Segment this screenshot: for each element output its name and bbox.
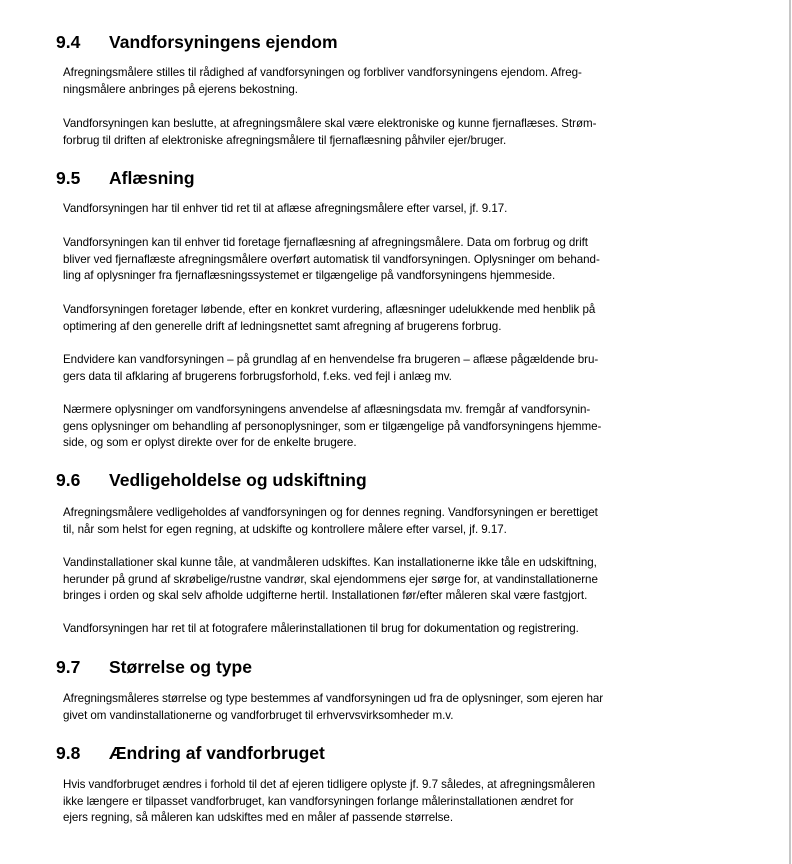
text-line: Afregningsmåleres størrelse og type bestemmes af vandforsyningen ud fra de oplysninger, som ejeren har bbox=[63, 692, 604, 705]
text-line: Nærmere oplysninger om vandforsyningens anvendelse af aflæsningsdata mv. fremgår af vandforsynin- bbox=[63, 403, 591, 416]
paragraph bbox=[63, 555, 663, 605]
text-line: ningsmålere anbringes på ejerens bekostning. bbox=[63, 82, 298, 96]
paragraph bbox=[63, 65, 663, 98]
text-line: Afregningsmålere stilles til rådighed af vandforsyningen og forbliver vandforsyningens ejendom. Afreg- bbox=[63, 66, 582, 79]
section-number: 9.5 bbox=[56, 168, 81, 188]
section-title: Ændring af vandforbruget bbox=[109, 743, 325, 763]
section-number: 9.7 bbox=[56, 657, 81, 677]
text-line: givet om vandinstallationerne og vandforbruget til erhvervsvirksomheder m.v. bbox=[63, 708, 454, 722]
text-line: Endvidere kan vandforsyningen – på grundlag af en henvendelse fra brugeren – aflæse pågældende bru- bbox=[63, 353, 599, 366]
section-title: Vandforsyningens ejendom bbox=[109, 32, 338, 52]
paragraph bbox=[63, 691, 663, 724]
section-number: 9.6 bbox=[56, 470, 81, 490]
text-line: Afregningsmålere vedligeholdes af vandforsyningen og for dennes regning. Vandforsyningen er berettiget bbox=[63, 506, 598, 519]
text-line: bliver ved fjernaflæste afregningsmålere overført automatisk til vandforsyningen. Oplysninger om behand- bbox=[63, 252, 600, 266]
section-number: 9.8 bbox=[56, 743, 81, 763]
text-line: ling af oplysninger fra fjernaflæsningssystemet er tilgængelige på vandforsyningens hjemmeside. bbox=[63, 269, 556, 283]
section-number: 9.4 bbox=[56, 32, 81, 52]
paragraph bbox=[63, 621, 663, 638]
text-line: ejers regning, så måleren kan udskiftes med en måler af passende størrelse. bbox=[63, 811, 453, 825]
text-line: Vandforsyningen har til enhver tid ret til at aflæse afregningsmålere efter varsel, jf. 9.17. bbox=[63, 202, 508, 215]
text-line: forbrug til driften af elektroniske afregningsmålere til fjernaflæsning påhviler ejer/bruger. bbox=[63, 133, 507, 147]
paragraph bbox=[63, 402, 663, 452]
text-line: Vandforsyningen har ret til at fotografere målerinstallationen til brug for dokumentation og registrering. bbox=[63, 622, 579, 635]
paragraph bbox=[63, 235, 663, 285]
paragraph bbox=[63, 302, 663, 335]
paragraph bbox=[63, 201, 663, 218]
text-line: ikke længere er tilpasset vandforbruget, kan vandforsyningen forlange målerinstallationen ændret for bbox=[63, 794, 574, 808]
text-line: bringes i orden og skal selv afholde udgifterne hertil. Installationen før/efter måleren skal være fastgjort. bbox=[63, 589, 588, 603]
text-line: side, og som er oplyst direkte over for de enkelte brugere. bbox=[63, 436, 357, 450]
text-line: optimering af den generelle drift af ledningsnettet samt afregning af brugerens forbrug. bbox=[63, 319, 502, 333]
text-line: gers data til afklaring af brugerens forbrugsforhold, f.eks. ved fejl i anlæg mv. bbox=[63, 369, 452, 383]
section-title: Aflæsning bbox=[109, 168, 195, 188]
paragraph bbox=[63, 505, 663, 538]
paragraph bbox=[63, 352, 663, 385]
text-line: Hvis vandforbruget ændres i forhold til det af ejeren tidligere oplyste jf. 9.7 således, at afregningsmåleren bbox=[63, 778, 596, 791]
text-line: til, når som helst for egen regning, at udskifte og kontrollere målere efter varsel, jf. 9.17. bbox=[63, 522, 507, 536]
section-title: Størrelse og type bbox=[109, 657, 252, 677]
text-line: Vandforsyningen kan til enhver tid foretage fjernaflæsning af afregningsmålere. Data om forbrug og drift bbox=[63, 236, 588, 249]
paragraph bbox=[63, 777, 663, 827]
text-line: Vandinstallationer skal kunne tåle, at vandmåleren udskiftes. Kan installationerne ikke tåle en udskiftning, bbox=[63, 556, 597, 569]
text-line: gens oplysninger om behandling af personoplysninger, som er tilgængelige på vandforsyningens hjemme- bbox=[63, 419, 602, 433]
text-line: Vandforsyningen foretager løbende, efter en konkret vurdering, aflæsninger udelukkende med henblik på bbox=[63, 303, 596, 316]
text-line: herunder på grund af skrøbelige/rustne vandrør, skal ejendommens ejer sørge for, at vandinstallationerne bbox=[63, 572, 598, 586]
paragraph bbox=[63, 116, 663, 149]
section-title: Vedligeholdelse og udskiftning bbox=[109, 470, 367, 490]
text-line: Vandforsyningen kan beslutte, at afregningsmålere skal være elektroniske og kunne fjernaflæses. Strøm- bbox=[63, 117, 597, 130]
